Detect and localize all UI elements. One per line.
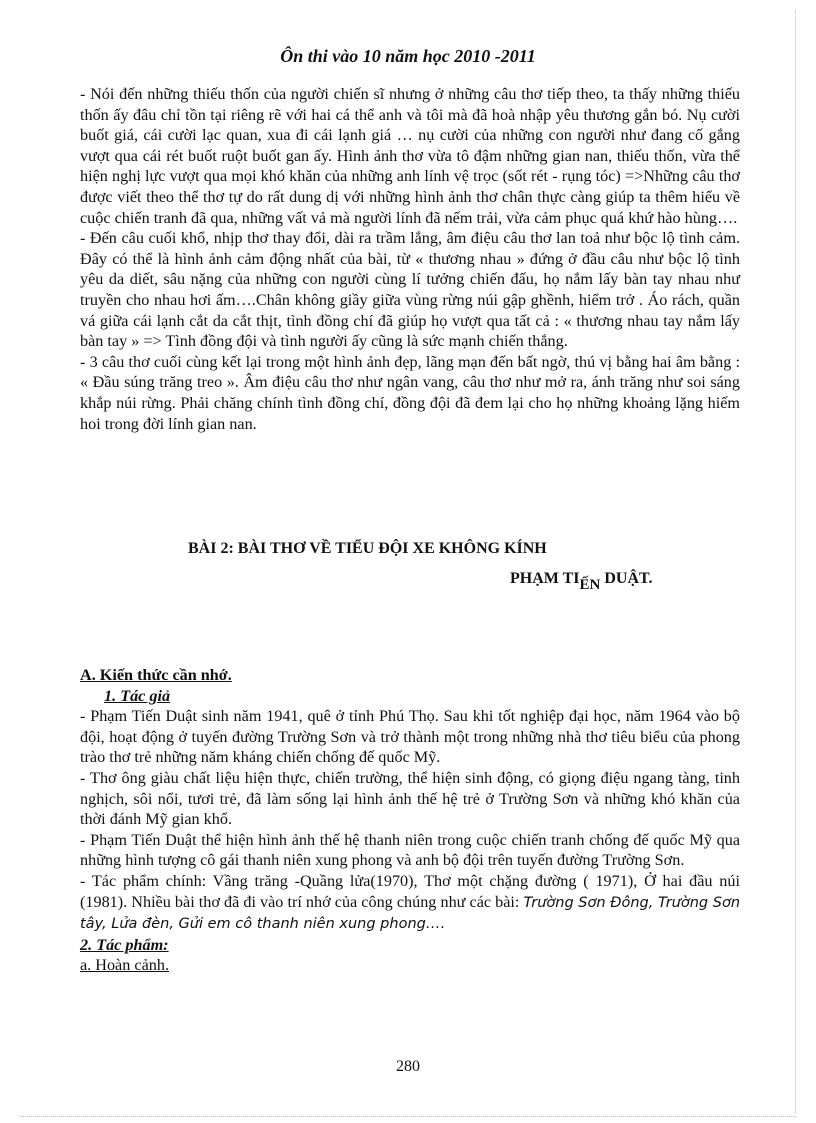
analysis-section [80,84,740,434]
subsection-heading: 2. Tác phẩm: [80,935,169,954]
page-border-bottom [20,1116,796,1117]
paragraph: - Phạm Tiến Duật sinh năm 1941, quê ở tỉnh Phú Thọ. Sau khi tốt nghiệp đại học, năm 1964 vào bộ đội, hoạt động ở tuyến đường Trường Sơn và trở thành một trong những nhà thơ tiêu biểu của phong trào thơ trẻ những năm kháng chiến chống đế quốc Mỹ. [80,707,740,767]
lesson-title: BÀI 2: BÀI THƠ VỀ TIỂU ĐỘI XE KHÔNG KÍNH [188,540,547,557]
knowledge-section [80,665,740,976]
author-part: PHẠM TI [510,570,580,587]
works-end: . [440,914,445,933]
page-number: 280 [396,1058,420,1075]
paragraph: - Phạm Tiến Duật thể hiện hình ảnh thế hệ thanh niên trong cuộc chiến tranh chống đế quốc Mỹ qua những hình tượng cô gái thanh niên xung phong và anh bộ đội trên tuyến đường Trường Sơn. [80,830,740,870]
author-part: DUẬT. [600,570,653,587]
section-heading: A. Kiến thức cần nhớ. [80,666,232,684]
author-name [510,570,653,593]
author-part: ẾN [579,577,601,593]
paragraph: - 3 câu thơ cuối cùng kết lại trong một hình ảnh đẹp, lãng mạn đến bất ngờ, thú vị bằng hai âm bằng : « Đầu súng trăng treo ». Âm điệu câu thơ như ngân vang, câu thơ như mở ra, ánh trăng như soi sáng khắp núi rừng. Phải chăng chính tình đồng chí, đồng đội đã đem lại cho họ những khoảng lặng hiếm hoi trong đời lính gian nan. [80,352,740,433]
works-list: Trường Sơn Đông, Trường Sơn tây, Lửa đèn, Gửi em cô thanh niên xung phong… [80,894,741,933]
subsection-heading: a. Hoàn cảnh. [80,956,169,975]
subsection-heading: 1. Tác giả [104,686,171,705]
page-header: Ôn thi vào 10 năm học 2010 -2011 [280,46,536,66]
paragraph [80,871,740,935]
page-border-right [795,10,796,1113]
paragraph: - Nói đến những thiếu thốn của người chiến sĩ nhưng ở những câu thơ tiếp theo, ta thấy những thiếu thốn ấy đâu chỉ tồn tại riêng rẽ với hai cá thể anh và tôi mà đã hoà nhập yêu thương gắn bó. Nụ cười buốt giá, cái cười lạc quan, xua đi cái lạnh giá … nụ cười của những con người như đang cố gắng vượt qua cái rét buốt ruột buốt gan ấy. Hình ảnh thơ vừa tô đậm những gian nan, thiếu thốn, vừa thể hiện nghị lực vượt qua mọi khó khăn của những anh lính vệ trọc (sốt rét - rụng tóc) =>Những câu thơ được viết theo thể thơ tự do rất dung dị với những hình ảnh thơ chân thực càng giúp ta thêm hiểu về cuộc chiến tranh đã qua, những vất vả mà người lính đã nếm trải, vừa cảm phục quá khứ hào hùng…. [80,85,740,227]
paragraph: - Đến câu cuối khổ, nhịp thơ thay đổi, dài ra trầm lắng, âm điệu câu thơ lan toả như bộc lộ tình cảm. Đây có thể là hình ảnh cảm động nhất của bài, từ « thương nhau » đứng ở đầu câu như bộc lộ tình yêu da diết, sâu nặng của những con người cùng lí tưởng chiến đấu, họ nắm lấy bàn tay nhau như truyền cho nhau hơi ấm….Chân không giầy giữa vùng rừng núi gập ghềnh, hiểm trở . Áo rách, quần vá giữa cái lạnh cắt da cắt thịt, tình đồng chí đã giúp họ vượt qua tất cả : « thương nhau tay nắm lấy bàn tay » => Tình đồng đội và tình người ấy cũng là sức mạnh chiến thắng. [80,229,740,351]
paragraph: - Thơ ông giàu chất liệu hiện thực, chiến trường, thể hiện sinh động, có giọng điệu ngang tàng, tinh nghịch, sôi nổi, tươi trẻ, đã làm sống lại hình ảnh thế hệ trẻ ở Trường Sơn và những khó khăn của thời đánh Mỹ gian khổ. [80,768,740,829]
works-intro: - Tác phẩm chính: Vầng trăng -Quầng lửa(1970), Thơ một chặng đường ( 1971), Ở hai đầu núi (1981). Nhiều bài thơ đã đi vào trí nhớ của công chúng như các bài: [80,871,740,911]
